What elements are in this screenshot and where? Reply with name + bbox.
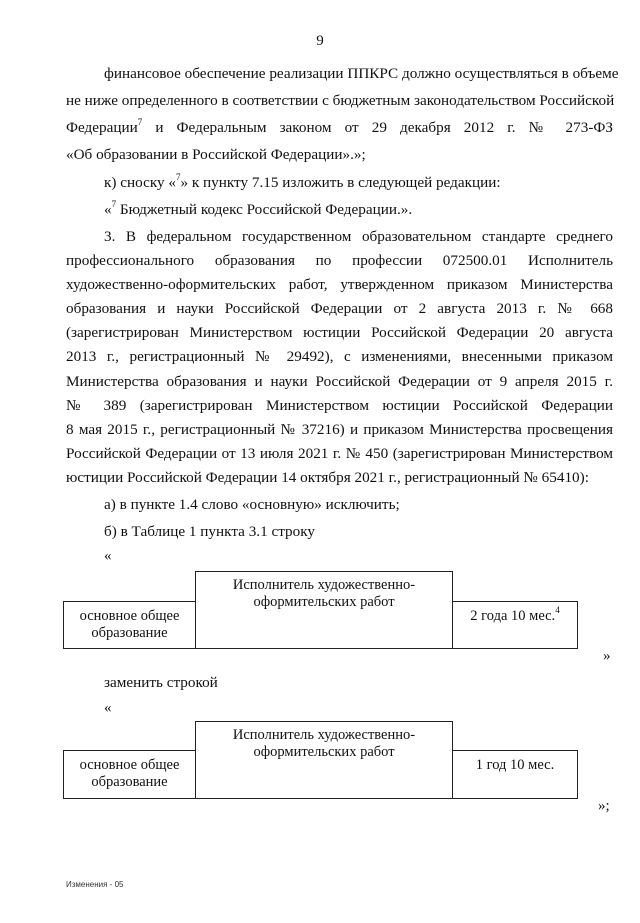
text-line: «Об образовании в Российской Федерации».»; (66, 146, 366, 163)
text-line: художественно-оформительских работ, утвержденном приказом Министерства (66, 276, 613, 293)
table-cell-profession-text: Исполнитель художественно-оформительских работ (232, 577, 416, 610)
footer-note: Изменения - 05 (66, 880, 124, 889)
text-line: к) сноску «$^7$» к пункту 7.15 изложить в следующей редакции: (104, 172, 501, 191)
table-cell-profession-text: Исполнитель художественно-оформительских работ (232, 727, 416, 760)
text-line: а) в пункте 1.4 слово «основную» исключить; (104, 496, 400, 513)
page-number: 9 (316, 33, 324, 49)
text-line: Министерства образования и науки Российской Федерации от 9 апреля 2015 г. (66, 373, 613, 390)
table-cell-level-text: основное общее образование (79, 757, 180, 790)
table-cell-term-text: 2 года 10 мес.$^4$ (470, 605, 560, 624)
text-line: профессионального образования по профессии 072500.01 Исполнитель (66, 252, 613, 269)
text-line: образования и науки Российской Федерации от 2 августа 2013 г. № 668 (66, 300, 613, 317)
text-line: 2013 г., регистрационный № 29492), с изменениями, внесенными приказом (66, 348, 613, 365)
open-quote: « (104, 700, 112, 716)
close-quote: »; (598, 798, 610, 814)
table-cell-level-text: основное общее образование (79, 608, 180, 641)
text-line: юстиции Российской Федерации 14 октября 2021 г., регистрационный № 65410): (66, 469, 589, 486)
replace-text: заменить строкой (104, 674, 218, 691)
text-line: Федерации$^7$ и Федеральным законом от 29 декабря 2012 г. № 273-ФЗ (66, 117, 613, 136)
text-line: 3. В федеральном государственном образовательном стандарте среднего (104, 228, 613, 245)
text-line: финансовое обеспечение реализации ППКРС должно осуществляться в объеме (104, 65, 619, 82)
text-line: не ниже определенного в соответствии с бюджетным законодательством Российской (66, 92, 615, 109)
text-line: 8 мая 2015 г., регистрационный № 37216) и приказом Министерства просвещения (66, 421, 613, 438)
text-line: (зарегистрирован Министерством юстиции Российской Федерации 20 августа (66, 324, 613, 341)
text-line: «$^7$ Бюджетный кодекс Российской Федерации.». (104, 199, 413, 218)
table-cell-term-text: 1 год 10 мес. (475, 757, 555, 773)
text-line: № 389 (зарегистрирован Министерством юстиции Российской Федерации (66, 397, 613, 414)
open-quote: « (104, 548, 112, 564)
text-line: Российской Федерации от 13 июля 2021 г. № 450 (зарегистрирован Министерством (66, 445, 613, 462)
close-quote: » (603, 648, 611, 664)
text-line: б) в Таблице 1 пункта 3.1 строку (104, 523, 315, 540)
